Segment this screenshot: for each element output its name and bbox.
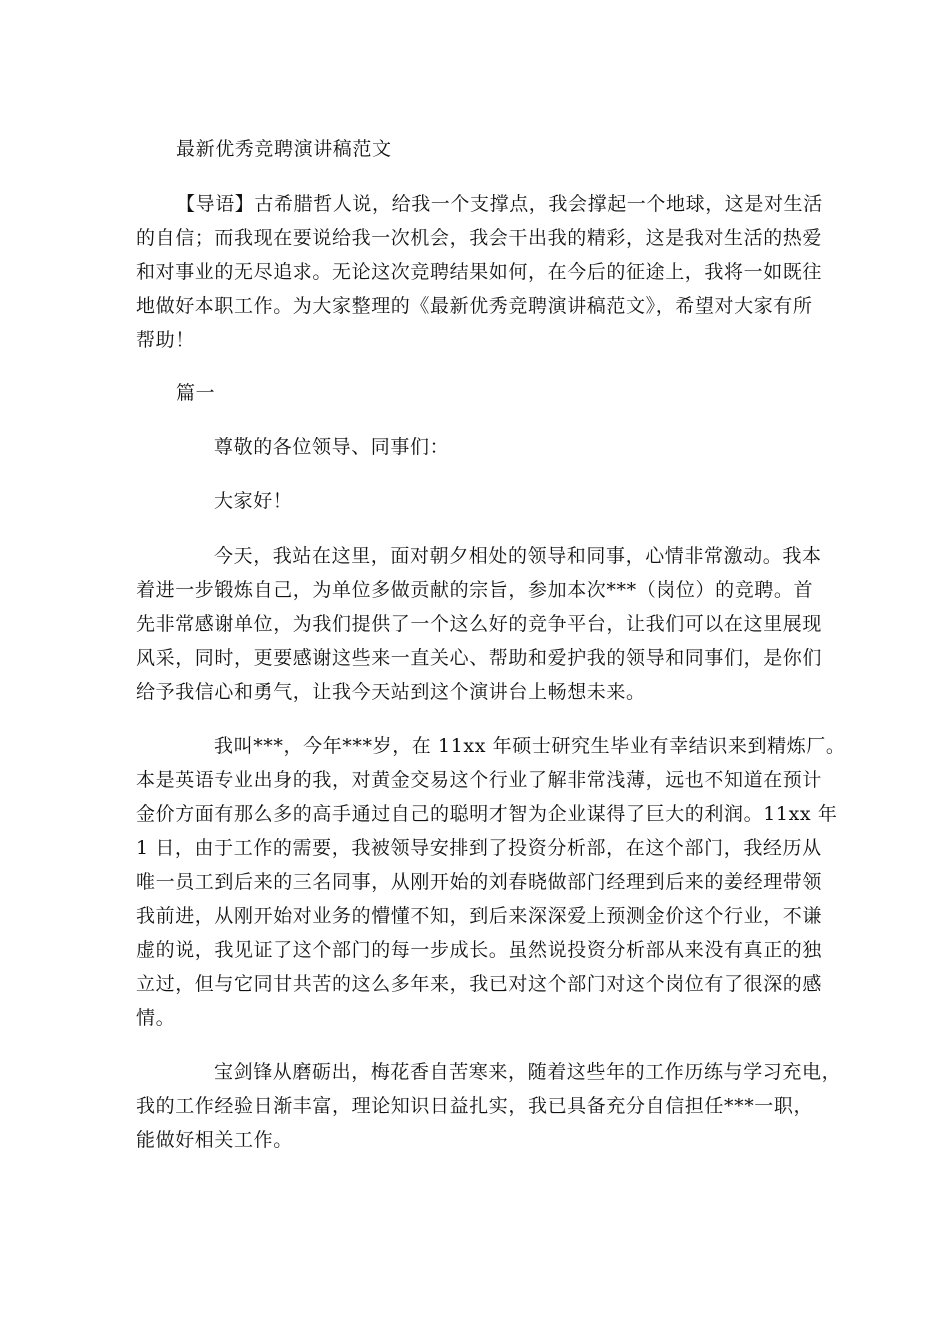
- paragraph-line: 1 日，由于工作的需要，我被领导安排到了投资分析部，在这个部门，我经历从: [136, 837, 822, 859]
- greeting: 大家好！: [214, 490, 293, 512]
- paragraph-line: 宝剑锋从磨砺出，梅花香自苦寒来，随着这些年的工作历练与学习充电，: [214, 1061, 842, 1083]
- paragraph-line: 我叫***，今年***岁，在 11xx 年硕士研究生毕业有幸结识来到精炼厂。: [214, 735, 846, 757]
- intro-line: 地做好本职工作。为大家整理的《最新优秀竞聘演讲稿范文》，希望对大家有所: [136, 295, 813, 317]
- paragraph-line: 先非常感谢单位，为我们提供了一个这么好的竞争平台，让我们可以在这里展现: [136, 613, 823, 635]
- paragraph-line: 能做好相关工作。: [136, 1129, 293, 1151]
- intro-line: 帮助！: [136, 329, 195, 351]
- paragraph-line: 立过，但与它同甘共苦的这么多年来，我已对这个部门对这个岗位有了很深的感: [136, 973, 823, 995]
- paragraph-line: 虚的说，我见证了这个部门的每一步成长。虽然说投资分析部从来没有真正的独: [136, 939, 823, 961]
- paragraph-line: 唯一员工到后来的三名同事，从刚开始的刘春晓做部门经理到后来的姜经理带领: [136, 871, 823, 893]
- intro-line: 和对事业的无尽追求。无论这次竞聘结果如何，在今后的征途上，我将一如既往: [136, 261, 823, 283]
- paragraph-line: 本是英语专业出身的我，对黄金交易这个行业了解非常浅薄，远也不知道在预计: [136, 769, 823, 791]
- section-title: 篇一: [176, 382, 216, 404]
- intro-line: 的自信；而我现在要说给我一次机会，我会干出我的精彩，这是我对生活的热爱: [136, 227, 823, 249]
- paragraph-line: 风采，同时，更要感谢这些来一直关心、帮助和爱护我的领导和同事们，是你们: [136, 647, 823, 669]
- document-title: 最新优秀竞聘演讲稿范文: [176, 138, 392, 160]
- paragraph-line: 着进一步锻炼自己，为单位多做贡献的宗旨，参加本次***（岗位）的竞聘。首: [136, 579, 814, 601]
- paragraph-line: 情。: [136, 1007, 176, 1029]
- paragraph-line: 给予我信心和勇气，让我今天站到这个演讲台上畅想未来。: [136, 681, 646, 703]
- paragraph-line: 我的工作经验日渐丰富，理论知识日益扎实，我已具备充分自信担任***一职，: [136, 1095, 814, 1117]
- intro-line: 【导语】古希腊哲人说，给我一个支撑点，我会撑起一个地球，这是对生活: [176, 193, 823, 215]
- paragraph-line: 今天，我站在这里，面对朝夕相处的领导和同事，心情非常激动。我本: [214, 545, 822, 567]
- salutation: 尊敬的各位领导、同事们：: [214, 436, 450, 458]
- paragraph-line: 我前进，从刚开始对业务的懵懂不知，到后来深深爱上预测金价这个行业，不谦: [136, 905, 823, 927]
- paragraph-line: 金价方面有那么多的高手通过自己的聪明才智为企业谋得了巨大的利润。11xx 年: [136, 803, 838, 825]
